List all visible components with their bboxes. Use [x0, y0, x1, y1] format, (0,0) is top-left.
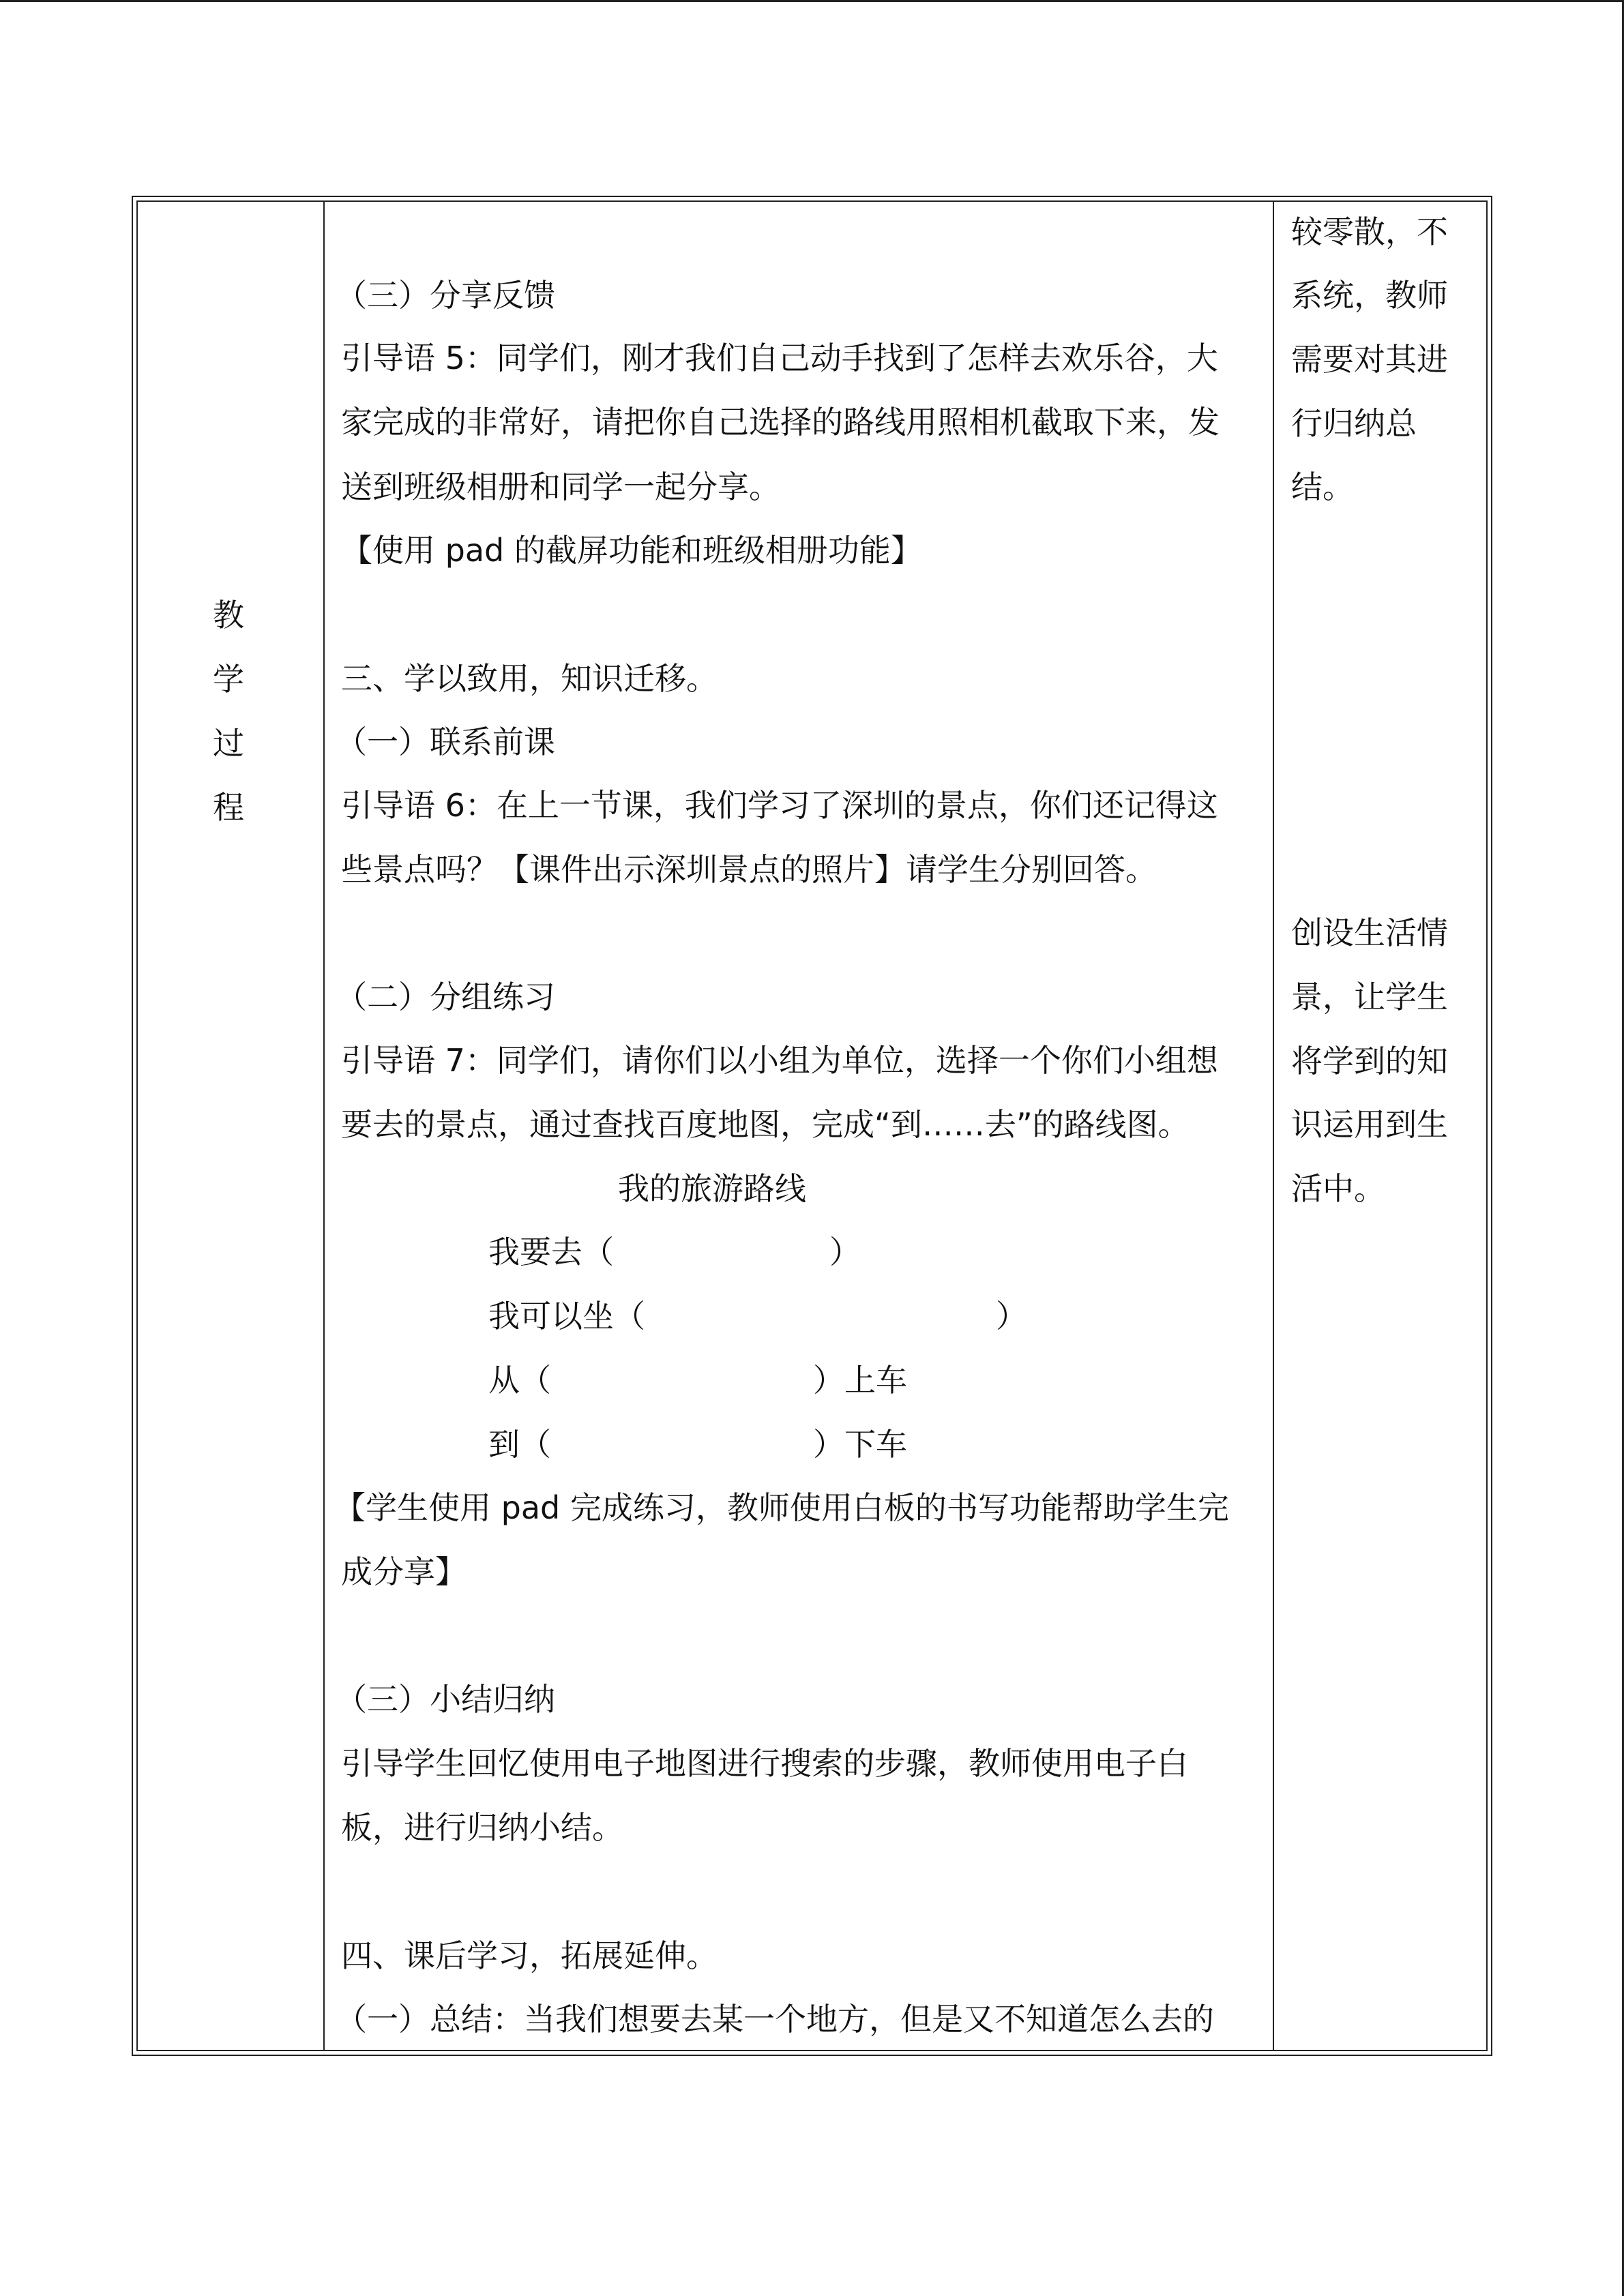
content-line: 【使用 pad 的截屏功能和班级相册功能】: [341, 532, 922, 569]
content-line: 引导语 6：在上一节课，我们学习了深圳的景点，你们还记得这: [341, 787, 1218, 824]
content-line: 板，进行归纳小结。: [341, 1809, 623, 1846]
section-heading: 四、课后学习，拓展延伸。: [341, 1937, 718, 1974]
column-divider-2: [1273, 200, 1274, 2051]
route-to-close: ）下车: [813, 1426, 907, 1463]
route-from-label: 从（: [488, 1362, 551, 1399]
route-take-label: 我可以坐（: [488, 1298, 645, 1335]
side-note-line: 景，让学生: [1291, 979, 1448, 1015]
side-note-line: 活中。: [1291, 1170, 1385, 1207]
label-char: 学: [213, 661, 244, 698]
route-go-close: ）: [829, 1234, 861, 1270]
content-line: 家完成的非常好，请把你自己选择的路线用照相机截取下来，发: [341, 404, 1220, 441]
route-go-label: 我要去（: [488, 1234, 614, 1270]
column-divider-1: [323, 200, 325, 2051]
section-heading: （三）小结归纳: [336, 1681, 555, 1718]
label-char: 过: [213, 725, 244, 762]
route-take-close: ）: [996, 1298, 1027, 1335]
route-title: 我的旅游路线: [618, 1170, 806, 1207]
section-heading: 三、学以致用，知识迁移。: [341, 660, 718, 697]
side-note-line: 较零散，不: [1291, 213, 1448, 250]
content-line: 引导语 5：同学们，刚才我们自己动手找到了怎样去欢乐谷，大: [341, 340, 1218, 376]
side-note-line: 识运用到生: [1291, 1106, 1448, 1143]
route-from-close: ）上车: [813, 1362, 907, 1399]
section-heading: （三）分享反馈: [336, 277, 555, 314]
side-note-line: 结。: [1291, 468, 1354, 505]
route-to-label: 到（: [488, 1426, 551, 1463]
section-heading: （二）分组练习: [336, 979, 555, 1015]
label-char: 教: [213, 597, 244, 633]
side-note-line: 创设生活情: [1291, 914, 1448, 951]
page-border-top: [0, 0, 1624, 2]
content-line: 送到班级相册和同学一起分享。: [341, 468, 780, 505]
side-note-line: 将学到的知: [1291, 1043, 1448, 1079]
content-line: 引导学生回忆使用电子地图进行搜索的步骤，教师使用电子白: [341, 1745, 1188, 1782]
side-note-line: 行归纳总: [1291, 405, 1417, 442]
content-line: 成分享】: [341, 1553, 467, 1590]
content-line: 要去的景点，通过查找百度地图，完成“到……去”的路线图。: [341, 1106, 1190, 1143]
content-line: 引导语 7：同学们，请你们以小组为单位，选择一个你们小组想: [341, 1042, 1218, 1079]
label-char: 程: [213, 789, 244, 826]
section-heading: （一）联系前课: [336, 724, 555, 760]
side-note-line: 系统，教师: [1291, 277, 1448, 314]
row-label-teaching-process: [205, 583, 252, 839]
content-line: （一）总结：当我们想要去某一个地方，但是又不知道怎么去的: [336, 2001, 1214, 2038]
side-note-line: 需要对其进: [1291, 341, 1448, 378]
content-line: 些景点吗？【课件出示深圳景点的照片】请学生分别回答。: [341, 851, 1157, 888]
content-line: 【学生使用 pad 完成练习，教师使用白板的书写功能帮助学生完: [334, 1489, 1229, 1526]
